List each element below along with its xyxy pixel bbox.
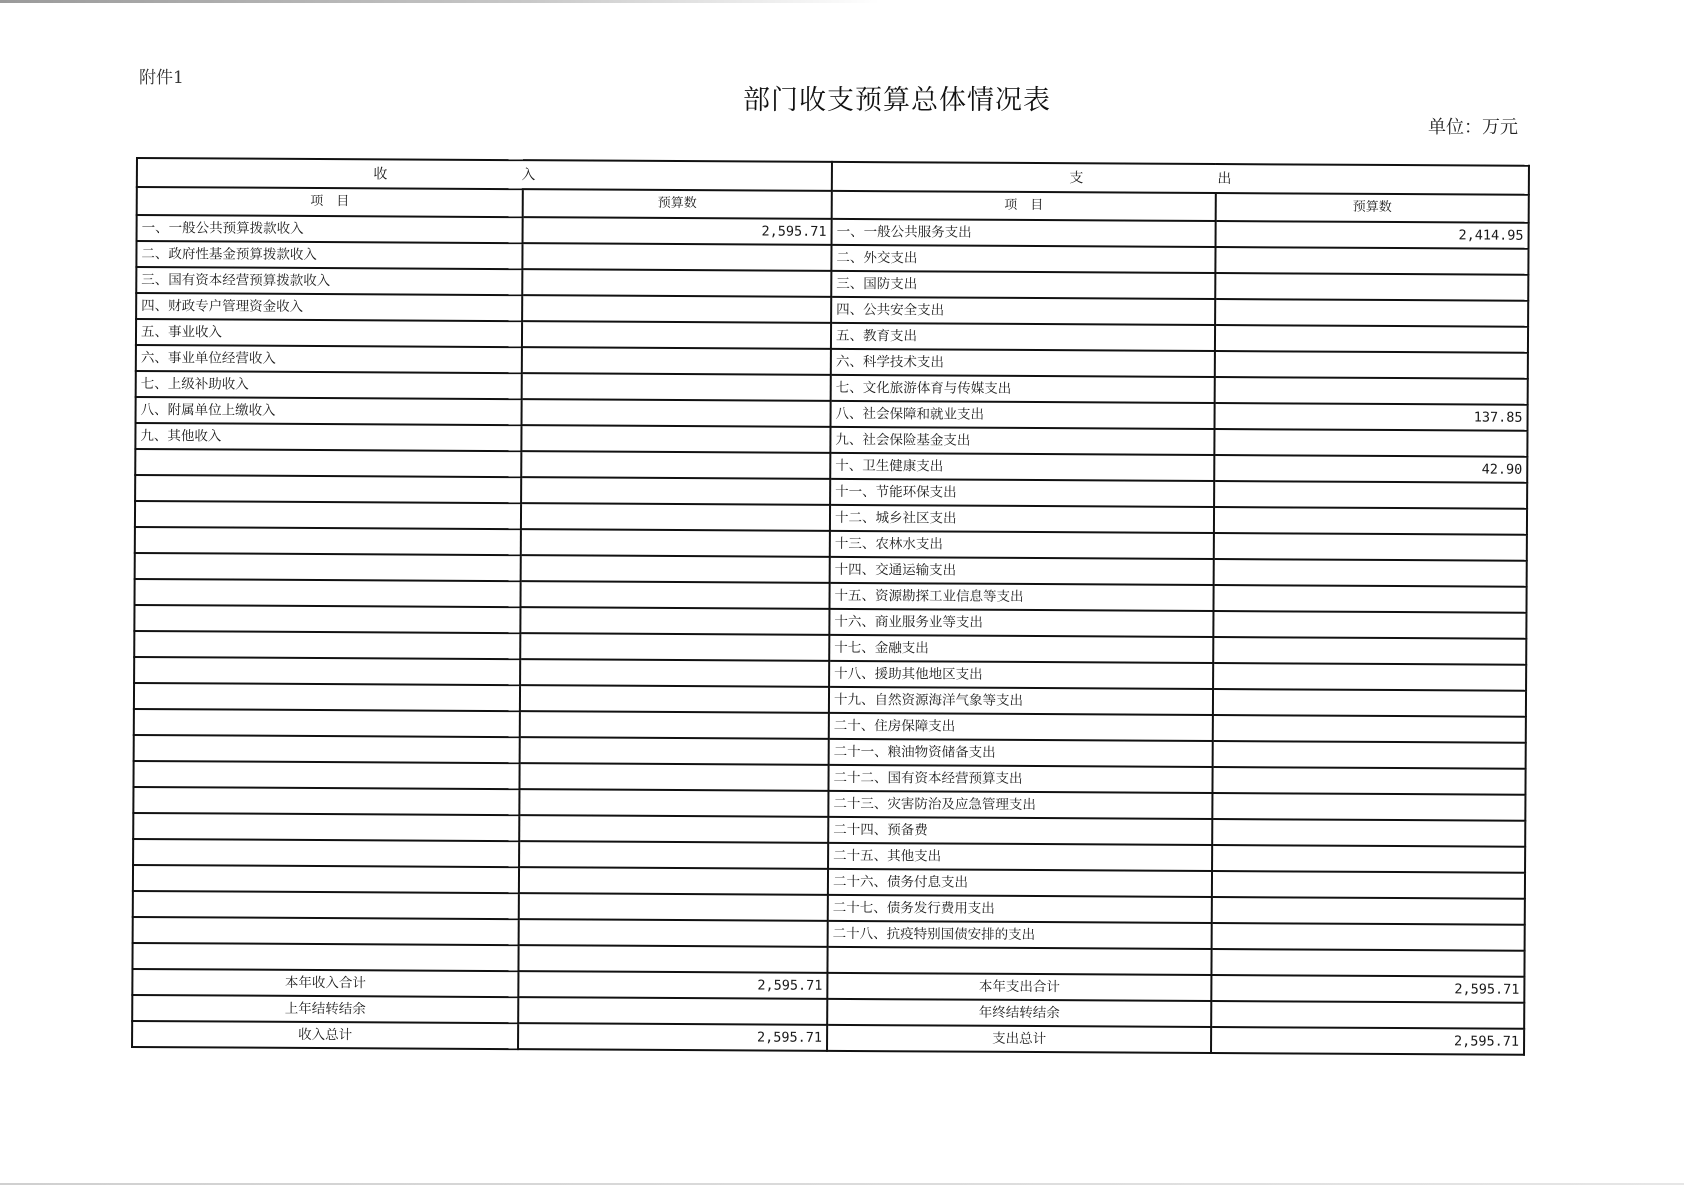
income-item-cell: 九、其他收入 xyxy=(135,423,521,451)
income-amount-cell: 2,595.71 xyxy=(523,217,832,245)
income-amount-cell xyxy=(522,295,831,323)
income-amount-cell xyxy=(521,529,830,557)
income-amount-cell xyxy=(521,451,830,479)
income-item-cell xyxy=(133,865,519,893)
income-summary-amount xyxy=(518,997,827,1025)
income-amount-cell xyxy=(519,867,828,895)
income-item-cell xyxy=(133,761,519,789)
expense-item-cell: 十四、交通运输支出 xyxy=(830,557,1214,585)
expense-summary-label: 年终结转结余 xyxy=(827,999,1211,1027)
expense-amount-cell xyxy=(1215,247,1528,275)
expense-header-text: 支 出 xyxy=(1069,169,1292,187)
income-amount-cell xyxy=(520,711,829,739)
expense-amount-cell xyxy=(1215,377,1528,405)
expense-amount-cell: 2,414.95 xyxy=(1216,221,1529,249)
expense-summary-label: 支出总计 xyxy=(827,1025,1211,1053)
expense-item-cell: 十、卫生健康支出 xyxy=(830,453,1214,481)
income-amount-cell xyxy=(519,893,828,921)
income-summary-amount: 2,595.71 xyxy=(518,1023,827,1051)
income-amount-cell xyxy=(520,685,829,713)
income-amount-cell xyxy=(522,243,831,271)
expense-amount-cell xyxy=(1215,299,1528,327)
expense-amount-cell xyxy=(1214,507,1527,535)
income-item-cell xyxy=(133,891,519,919)
income-header-text: 收 入 xyxy=(373,165,596,184)
expense-item-cell: 十七、金融支出 xyxy=(829,635,1213,663)
expense-item-cell: 一、一般公共服务支出 xyxy=(832,219,1216,247)
expense-item-cell: 二十四、预备费 xyxy=(828,817,1212,845)
income-summary-label: 上年结转结余 xyxy=(132,995,518,1023)
expense-amount-cell xyxy=(1212,793,1525,821)
income-item-cell xyxy=(133,787,519,815)
income-amount-cell xyxy=(520,737,829,765)
expense-item-cell: 二十六、债务付息支出 xyxy=(828,869,1212,897)
expense-amount-cell xyxy=(1212,871,1525,899)
expense-item-cell: 十五、资源勘探工业信息等支出 xyxy=(829,583,1213,611)
income-item-cell xyxy=(135,553,521,581)
expense-item-cell: 五、教育支出 xyxy=(831,323,1215,351)
income-item-cell xyxy=(135,449,521,477)
expense-item-cell xyxy=(827,947,1211,975)
income-item-cell xyxy=(134,605,520,633)
income-amount-cell xyxy=(518,945,827,973)
expense-amount-cell: 42.90 xyxy=(1214,455,1527,483)
income-summary-label: 本年收入合计 xyxy=(132,969,518,997)
expense-item-cell: 十九、自然资源海洋气象等支出 xyxy=(829,687,1213,715)
expense-summary-label: 本年支出合计 xyxy=(827,973,1211,1001)
expense-amount-cell xyxy=(1212,767,1525,795)
income-item-cell xyxy=(135,501,521,529)
expense-item-cell: 二十七、债务发行费用支出 xyxy=(828,895,1212,923)
expense-summary-amount: 2,595.71 xyxy=(1211,1027,1524,1055)
income-item-cell xyxy=(134,631,520,659)
expense-amount-cell xyxy=(1213,585,1526,613)
income-amount-cell xyxy=(521,503,830,531)
expense-item-cell: 二十、住房保障支出 xyxy=(829,713,1213,741)
income-item-cell xyxy=(134,735,520,763)
expense-amount-cell xyxy=(1215,273,1528,301)
expense-amount-cell xyxy=(1213,741,1526,769)
expense-amount-cell xyxy=(1214,559,1527,587)
expense-amount-cell xyxy=(1213,611,1526,639)
income-item-column-header: 项 目 xyxy=(137,187,523,217)
income-amount-cell xyxy=(519,919,828,947)
expense-amount-cell: 137.85 xyxy=(1214,403,1527,431)
expense-item-column-header: 项 目 xyxy=(832,191,1216,221)
income-item-cell xyxy=(133,839,519,867)
income-item-cell xyxy=(133,917,519,945)
income-item-cell xyxy=(134,657,520,685)
income-amount-cell xyxy=(519,763,828,791)
income-item-cell: 一、一般公共预算拨款收入 xyxy=(137,215,523,243)
income-item-cell xyxy=(135,475,521,503)
income-item-cell xyxy=(132,943,518,971)
expense-item-cell: 二、外交支出 xyxy=(831,245,1215,273)
expense-amount-cell xyxy=(1213,663,1526,691)
income-summary-amount: 2,595.71 xyxy=(518,971,827,999)
expense-item-cell: 九、社会保险基金支出 xyxy=(830,427,1214,455)
income-item-cell: 二、政府性基金预算拨款收入 xyxy=(136,241,522,269)
income-item-cell: 三、国有资本经营预算拨款收入 xyxy=(136,267,522,295)
expense-amount-cell xyxy=(1212,897,1525,925)
income-amount-cell xyxy=(521,555,830,583)
expense-summary-amount xyxy=(1211,1001,1524,1029)
expense-item-cell: 二十五、其他支出 xyxy=(828,843,1212,871)
income-item-cell xyxy=(133,813,519,841)
expense-summary-amount: 2,595.71 xyxy=(1211,975,1524,1003)
expense-item-cell: 十二、城乡社区支出 xyxy=(830,505,1214,533)
income-amount-cell xyxy=(522,269,831,297)
expense-item-cell: 二十二、国有资本经营预算支出 xyxy=(828,765,1212,793)
income-summary-label: 收入总计 xyxy=(132,1021,518,1049)
income-amount-cell xyxy=(522,399,831,427)
income-amount-cell xyxy=(521,477,830,505)
expense-item-cell: 七、文化旅游体育与传媒支出 xyxy=(831,375,1215,403)
income-section-header xyxy=(137,158,832,191)
expense-item-cell: 六、科学技术支出 xyxy=(831,349,1215,377)
budget-table xyxy=(131,157,1530,1056)
expense-item-cell: 二十八、抗疫特别国债安排的支出 xyxy=(828,921,1212,949)
expense-amount-cell xyxy=(1213,715,1526,743)
expense-amount-cell xyxy=(1214,481,1527,509)
expense-item-cell: 十一、节能环保支出 xyxy=(830,479,1214,507)
scan-edge-top xyxy=(0,0,880,3)
expense-item-cell: 十八、援助其他地区支出 xyxy=(829,661,1213,689)
income-item-cell xyxy=(134,709,520,737)
expense-amount-cell xyxy=(1215,351,1528,379)
expense-section-header xyxy=(832,162,1529,195)
scan-edge-bottom xyxy=(0,1183,1684,1185)
expense-item-cell: 十六、商业服务业等支出 xyxy=(829,609,1213,637)
income-amount-cell xyxy=(520,607,829,635)
income-amount-cell xyxy=(522,373,831,401)
page-title: 部门收支预算总体情况表 xyxy=(743,85,1051,116)
expense-amount-cell xyxy=(1213,689,1526,717)
expense-amount-cell xyxy=(1212,819,1525,847)
income-item-cell: 四、财政专户管理资金收入 xyxy=(136,293,522,321)
income-budget-column-header: 预算数 xyxy=(523,189,832,219)
expense-amount-cell xyxy=(1215,325,1528,353)
income-amount-cell xyxy=(522,347,831,375)
income-item-cell xyxy=(134,579,520,607)
expense-amount-cell xyxy=(1212,845,1525,873)
expense-item-cell: 十三、农林水支出 xyxy=(830,531,1214,559)
income-amount-cell xyxy=(522,321,831,349)
income-amount-cell xyxy=(520,633,829,661)
income-item-cell: 八、附属单位上缴收入 xyxy=(136,397,522,425)
expense-amount-cell xyxy=(1214,429,1527,457)
expense-amount-cell xyxy=(1214,533,1527,561)
expense-amount-cell xyxy=(1212,923,1525,951)
expense-item-cell: 四、公共安全支出 xyxy=(831,297,1215,325)
income-item-cell: 五、事业收入 xyxy=(136,319,522,347)
unit-label: 单位：万元 xyxy=(1428,117,1518,138)
income-item-cell xyxy=(134,683,520,711)
income-amount-cell xyxy=(519,841,828,869)
expense-item-cell: 二十三、灾害防治及应急管理支出 xyxy=(828,791,1212,819)
income-item-cell: 六、事业单位经营收入 xyxy=(136,345,522,373)
income-amount-cell xyxy=(519,789,828,817)
income-item-cell: 七、上级补助收入 xyxy=(136,371,522,399)
expense-item-cell: 三、国防支出 xyxy=(831,271,1215,299)
income-amount-cell xyxy=(519,815,828,843)
expense-item-cell: 二十一、粮油物资储备支出 xyxy=(829,739,1213,767)
expense-amount-cell xyxy=(1213,637,1526,665)
income-item-cell xyxy=(135,527,521,555)
expense-item-cell: 八、社会保障和就业支出 xyxy=(831,401,1215,429)
expense-amount-cell xyxy=(1211,949,1524,977)
expense-budget-column-header: 预算数 xyxy=(1216,193,1529,223)
income-amount-cell xyxy=(520,581,829,609)
income-amount-cell xyxy=(520,659,829,687)
income-amount-cell xyxy=(521,425,830,453)
attachment-label: 附件1 xyxy=(139,68,184,88)
